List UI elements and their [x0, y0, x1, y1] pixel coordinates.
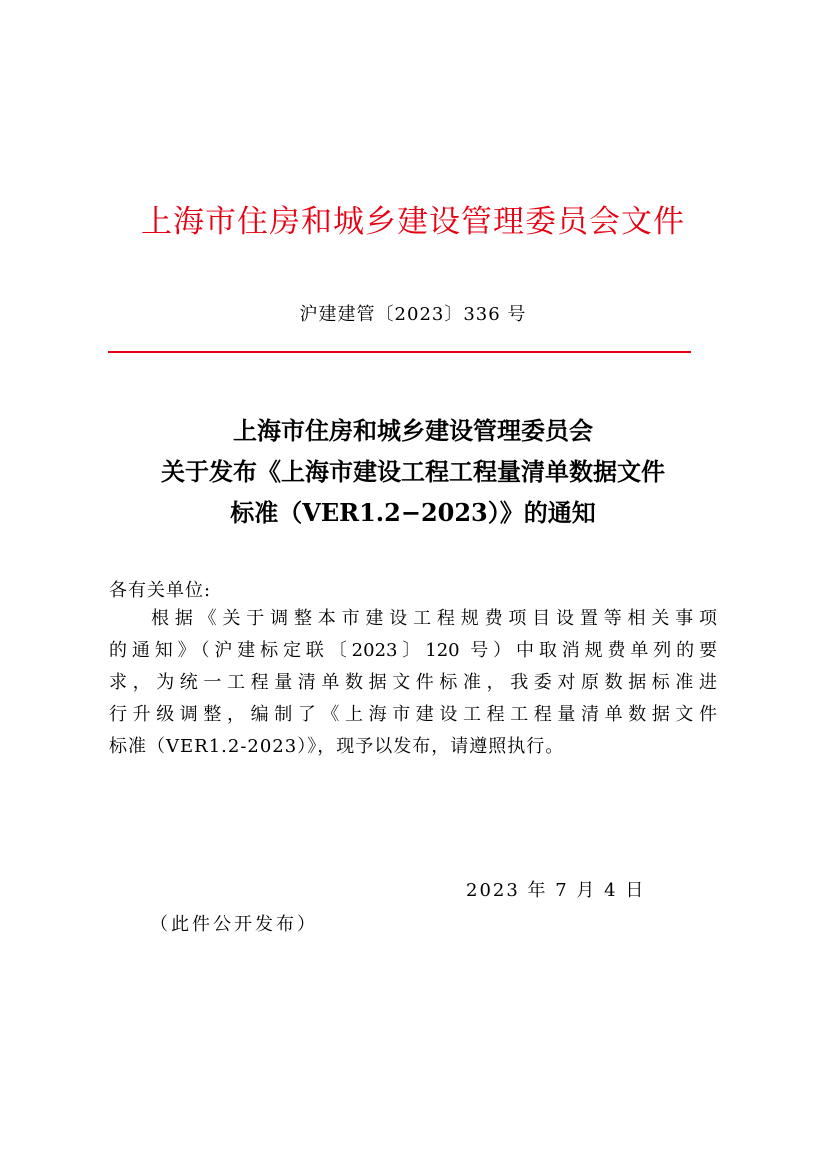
body-line: 的通知》（沪建标定联〔2023〕120 号）中取消规费单列的要: [109, 640, 717, 661]
document-number: 沪建建管〔2023〕336 号: [299, 304, 527, 325]
body-paragraph: [109, 603, 717, 763]
notice-title-line: 关于发布《上海市建设工程工程量清单数据文件: [161, 457, 665, 486]
red-separator-line: [108, 351, 691, 353]
notice-title: [0, 410, 826, 533]
public-release-note: （此件公开发布）: [150, 914, 318, 935]
body-line: 行升级调整，编制了《上海市建设工程工程量清单数据文件: [109, 704, 717, 725]
issue-date: 2023 年 7 月 4 日: [466, 880, 646, 901]
body-line: 标准（VER1.2-2023）》，现予以发布，请遵照执行。: [109, 736, 565, 757]
notice-title-line: 上海市住房和城乡建设管理委员会: [233, 416, 593, 445]
notice-title-line: 标准（VER1.2−2023）》的通知: [230, 498, 596, 527]
body-line: 求，为统一工程量清单数据文件标准，我委对原数据标准进: [109, 672, 717, 693]
document-header-title: 上海市住房和城乡建设管理委员会文件: [141, 204, 685, 240]
addressee: 各有关单位:: [109, 580, 212, 601]
body-line: 根据《关于调整本市建设工程规费项目设置等相关事项: [151, 608, 717, 629]
